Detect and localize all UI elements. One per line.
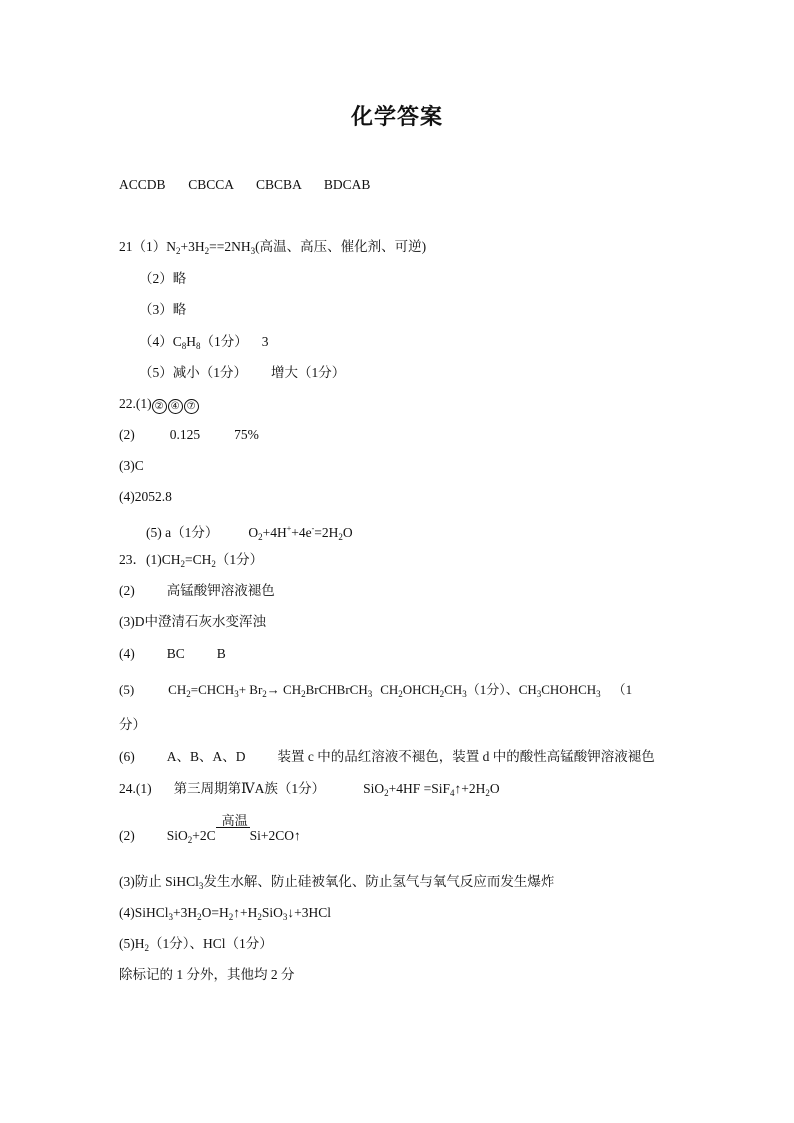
- q24-p4-eq: O=H: [201, 905, 229, 920]
- q23-part5-continued: 分）: [119, 717, 146, 732]
- q23-p6-explanation: 装置 c 中的品红溶液不褪色，装置 d 中的酸性高锰酸钾溶液褪色: [277, 749, 655, 764]
- q24-p4-eq: ↓+3HCl: [287, 905, 332, 920]
- q21-p1-text: 21（1）N: [119, 239, 176, 254]
- q22-part2: [119, 426, 259, 444]
- q22-p5-eq: O: [342, 525, 353, 540]
- subscript: 3: [234, 689, 239, 699]
- q24-part2: [119, 813, 301, 849]
- subscript: 2: [186, 689, 191, 699]
- subscript: 2: [398, 689, 403, 699]
- q24-p4-eq: SiO: [261, 905, 283, 920]
- q24-p1-eq: +4HF =SiF: [388, 781, 451, 796]
- scoring-note: 除标记的 1 分外，其他均 2 分: [119, 967, 295, 982]
- q23-p5-isomer: （1分）、CH: [466, 682, 537, 697]
- subscript: 3: [250, 246, 256, 256]
- subscript: 2: [144, 943, 149, 953]
- subscript: 2: [338, 532, 343, 542]
- q24-p2-eq: +2C: [192, 828, 216, 843]
- q24-p2-eq: Si+2CO↑: [249, 828, 301, 843]
- q23-p5-eq: → CH: [266, 682, 302, 697]
- q24-p3-text: 发生水解、防止硅被氧化、防止氢气与氧气反应而发生爆炸: [203, 874, 555, 889]
- q21-p5-text: （5）减小（1分）: [139, 365, 247, 380]
- choice-group-4: BDCAB: [323, 177, 371, 192]
- subscript: 2: [228, 912, 234, 922]
- q23-p6-answer: A、B、A、D: [166, 749, 246, 764]
- q24-p1-eq: SiO: [363, 781, 385, 796]
- page-title: 化学答案: [350, 105, 443, 130]
- q23-p5-isomer: CH: [444, 682, 463, 697]
- q24-part3: [119, 873, 554, 895]
- subscript: 3: [282, 912, 288, 922]
- q22-p2-label: (2): [119, 427, 135, 442]
- q24-p5-text: (5)H: [119, 936, 145, 951]
- subscript: 3: [168, 912, 174, 922]
- circled-number: ④: [168, 399, 183, 414]
- choice-answers: [119, 176, 370, 194]
- q24-part1: [119, 780, 500, 802]
- q21-part1: [119, 238, 426, 260]
- q24-part4: [119, 904, 331, 926]
- subscript: 4: [450, 788, 455, 798]
- q23-p5-isomer: OHCH: [402, 682, 440, 697]
- subscript: 2: [197, 912, 202, 922]
- q23-p6-label: (6): [119, 749, 135, 764]
- q21-p4-score: （1分）: [200, 334, 248, 349]
- choice-group-1: ACCDB: [119, 177, 166, 192]
- q23-p5-eq: CH: [168, 682, 187, 697]
- q24-p3-text: (3)防止 SiHCl: [119, 874, 199, 889]
- subscript: 2: [439, 689, 445, 699]
- q24-p1-answer: 第三周期第ⅣA族（1分）: [173, 781, 326, 796]
- q23-p1-text: 23．(1)CH: [119, 552, 181, 567]
- subscript: 2: [258, 532, 263, 542]
- q21-part2: （2）略: [139, 271, 187, 286]
- equation-bar: [216, 827, 250, 828]
- circled-number: ⑦: [184, 399, 199, 414]
- subscript: 2: [301, 689, 306, 699]
- q23-p2-answer: 高锰酸钾溶液褪色: [166, 583, 275, 598]
- q23-part3: (3)D中澄清石灰水变浑浊: [119, 614, 266, 629]
- q23-p2-label: (2): [119, 583, 135, 598]
- q22-p5-eq: =2H: [314, 525, 339, 540]
- q23-p1-text: =CH: [185, 552, 212, 567]
- q22-p5-eq: O: [248, 525, 259, 540]
- subscript: 8: [181, 341, 187, 351]
- q22-part3: (3)C: [119, 458, 144, 473]
- subscript: 2: [485, 788, 490, 798]
- q24-p1-eq: O: [489, 781, 500, 796]
- subscript: 3: [367, 689, 373, 699]
- q24-p4-eq: (4)SiHCl: [119, 905, 169, 920]
- q21-part3: （3）略: [139, 302, 187, 317]
- subscript: 3: [536, 689, 542, 699]
- q24-p2-eq: SiO: [166, 828, 188, 843]
- q23-p5-score: （1: [612, 682, 633, 697]
- q23-p5-isomer: CHOHCH: [541, 682, 597, 697]
- subscript: 2: [204, 246, 210, 256]
- q23-part6: [119, 748, 655, 766]
- q24-part5: [119, 935, 273, 957]
- q24-p2-label: (2): [119, 828, 135, 843]
- circled-number: ②: [152, 399, 167, 414]
- q22-p5-eq: +4H: [262, 525, 287, 540]
- subscript: 2: [211, 559, 216, 569]
- q24-p5-text: （1分）、HCl（1分）: [149, 936, 273, 951]
- subscript: 2: [257, 912, 262, 922]
- q21-p5-text: 增大（1分）: [271, 365, 346, 380]
- q21-p4-answer: 3: [261, 334, 269, 349]
- reaction-condition-arrow: [216, 813, 250, 840]
- q24-p4-eq: ↑+H: [233, 905, 258, 920]
- q21-p1-text: ==2NH: [209, 239, 251, 254]
- choice-group-2: CBCCA: [188, 177, 234, 192]
- q23-part4: [119, 645, 226, 663]
- subscript: 3: [198, 881, 204, 891]
- q24-p1-label: 24.(1): [119, 781, 152, 796]
- q22-p2-answer: 0.125: [169, 427, 201, 442]
- q22-p2-answer: 75%: [234, 427, 259, 442]
- subscript: 2: [187, 835, 193, 845]
- q23-part5: [119, 681, 632, 703]
- q22-p5-text: (5) a（1分）: [146, 525, 219, 540]
- q21-p1-text: +3H: [180, 239, 205, 254]
- q24-p1-eq: ↑+2H: [454, 781, 486, 796]
- q23-p5-eq: BrCHBrCH: [305, 682, 368, 697]
- q23-p5-label: (5): [119, 682, 135, 697]
- subscript: 2: [180, 559, 185, 569]
- q23-p4-label: (4): [119, 646, 135, 661]
- q23-p5-eq: =CHCH: [190, 682, 235, 697]
- q21-part4: [139, 333, 269, 355]
- q23-p5-isomer: CH: [380, 682, 399, 697]
- subscript: 2: [384, 788, 389, 798]
- q22-p1-label: 22.(1): [119, 396, 152, 411]
- q23-p4-answer: BC: [166, 646, 185, 661]
- q21-p4-text: H: [186, 334, 197, 349]
- q21-p1-conditions: (高温、高压、催化剂、可逆): [255, 239, 427, 254]
- choice-group-3: CBCBA: [256, 177, 302, 192]
- q22-part5: [146, 520, 353, 546]
- q22-p5-eq: +4e: [291, 525, 312, 540]
- subscript: 8: [196, 341, 201, 351]
- superscript: -: [311, 524, 315, 533]
- q22-part4: (4)2052.8: [119, 489, 172, 504]
- q23-p5-eq: + Br: [238, 682, 263, 697]
- q23-part2: [119, 582, 275, 600]
- subscript: 2: [262, 689, 267, 699]
- q23-p4-answer: B: [216, 646, 226, 661]
- q23-part1: [119, 551, 263, 573]
- q21-part5: [139, 364, 345, 382]
- q22-part1: [119, 395, 200, 414]
- subscript: 2: [176, 246, 181, 256]
- q23-p1-score: （1分）: [215, 552, 264, 567]
- subscript: 3: [596, 689, 601, 699]
- subscript: 3: [462, 689, 467, 699]
- q21-p4-text: （4）C: [139, 334, 182, 349]
- q24-p4-eq: +3H: [173, 905, 198, 920]
- reaction-condition: 高温: [221, 813, 248, 828]
- superscript: +: [286, 524, 292, 533]
